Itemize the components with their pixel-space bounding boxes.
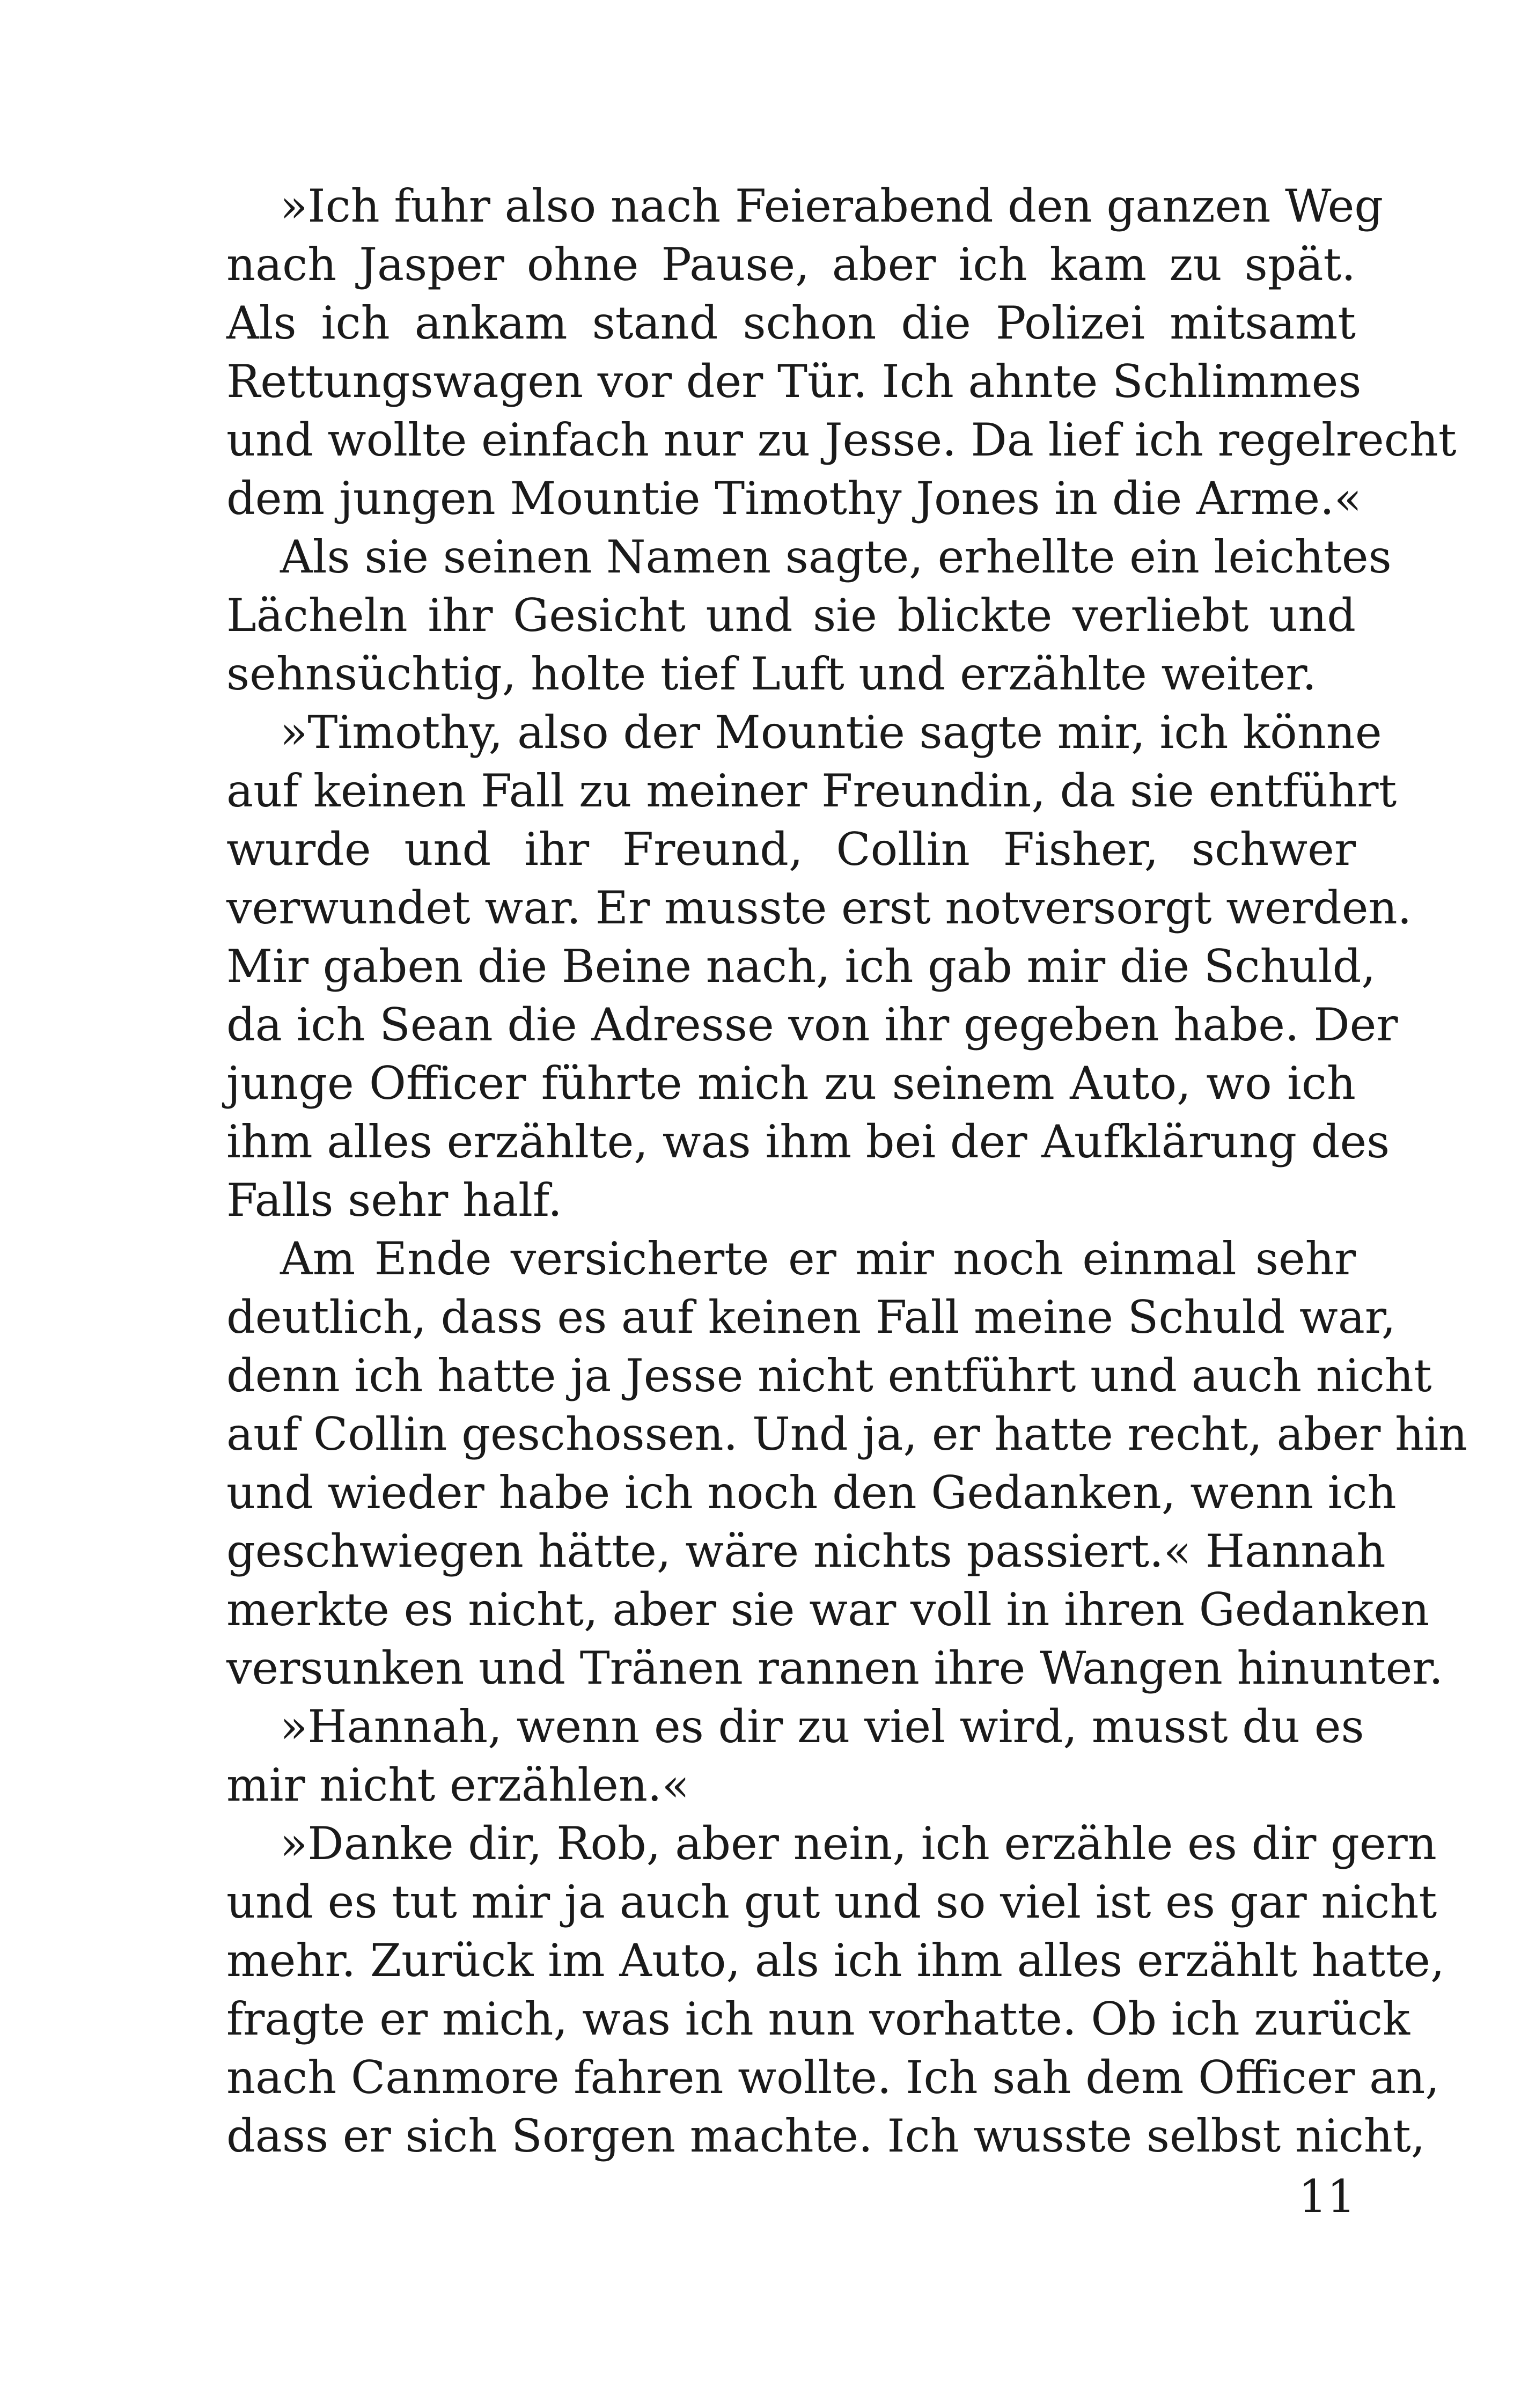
text-line: Am Ende versicherte er mir noch einmal sehr: [280, 1232, 1356, 1285]
text-line: »Ich fuhr also nach Feierabend den ganzen Weg: [280, 180, 1384, 232]
text-line: und wieder habe ich noch den Gedanken, wenn ich: [226, 1466, 1397, 1519]
text-line: auf keinen Fall zu meiner Freundin, da sie entführt: [226, 765, 1397, 817]
text-line: Lächeln ihr Gesicht und sie blickte verliebt und: [226, 589, 1356, 642]
text-line: Als sie seinen Namen sagte, erhellte ein leichtes: [280, 531, 1392, 583]
text-line: da ich Sean die Adresse von ihr gegeben habe. Der: [226, 999, 1398, 1051]
text-line: geschwiegen hätte, wäre nichts passiert.« Hannah: [226, 1525, 1386, 1577]
page-number: 11: [1298, 2170, 1356, 2223]
text-line: Als ich ankam stand schon die Polizei mitsamt: [226, 297, 1356, 349]
text-line: Rettungswagen vor der Tür. Ich ahnte Schlimmes: [226, 355, 1362, 408]
text-line: »Hannah, wenn es dir zu viel wird, musst du es: [280, 1700, 1364, 1753]
text-line: verwundet war. Er musste erst notversorgt werden.: [226, 882, 1412, 934]
text-line: fragte er mich, was ich nun vorhatte. Ob ich zurück: [226, 1993, 1410, 2045]
body-text: [226, 177, 1468, 2165]
text-line: und es tut mir ja auch gut und so viel ist es gar nicht: [226, 1876, 1437, 1928]
text-line: Mir gaben die Beine nach, ich gab mir die Schuld,: [226, 940, 1376, 993]
text-line: auf Collin geschossen. Und ja, er hatte recht, aber hin: [226, 1408, 1468, 1460]
text-line: nach Canmore fahren wollte. Ich sah dem Officer an,: [226, 2051, 1440, 2104]
text-line: versunken und Tränen rannen ihre Wangen hinunter.: [226, 1642, 1443, 1694]
text-line: Falls sehr half.: [226, 1174, 562, 1227]
text-line: sehnsüchtig, holte tief Luft und erzählte weiter.: [226, 648, 1317, 700]
text-line: und wollte einfach nur zu Jesse. Da lief ich regelrecht: [226, 414, 1457, 466]
text-line: nach Jasper ohne Pause, aber ich kam zu spät.: [226, 238, 1356, 291]
text-line: mehr. Zurück im Auto, als ich ihm alles erzählt hatte,: [226, 1934, 1445, 1987]
text-line: dem jungen Mountie Timothy Jones in die Arme.«: [226, 472, 1362, 525]
text-line: denn ich hatte ja Jesse nicht entführt und auch nicht: [226, 1349, 1432, 1402]
text-line: »Danke dir, Rob, aber nein, ich erzähle es dir gern: [280, 1817, 1437, 1870]
text-line: wurde und ihr Freund, Collin Fisher, schwer: [226, 823, 1356, 876]
text-line: dass er sich Sorgen machte. Ich wusste selbst nicht,: [226, 2110, 1426, 2162]
text-line: merkte es nicht, aber sie war voll in ihren Gedanken: [226, 1583, 1430, 1636]
text-line: mir nicht erzählen.«: [226, 1759, 690, 1811]
text-line: deutlich, dass es auf keinen Fall meine Schuld war,: [226, 1291, 1396, 1344]
text-line: ihm alles erzählte, was ihm bei der Aufklärung des: [226, 1115, 1390, 1168]
text-line: junge Officer führte mich zu seinem Auto, wo ich: [226, 1057, 1356, 1110]
text-line: »Timothy, also der Mountie sagte mir, ich könne: [280, 706, 1382, 759]
